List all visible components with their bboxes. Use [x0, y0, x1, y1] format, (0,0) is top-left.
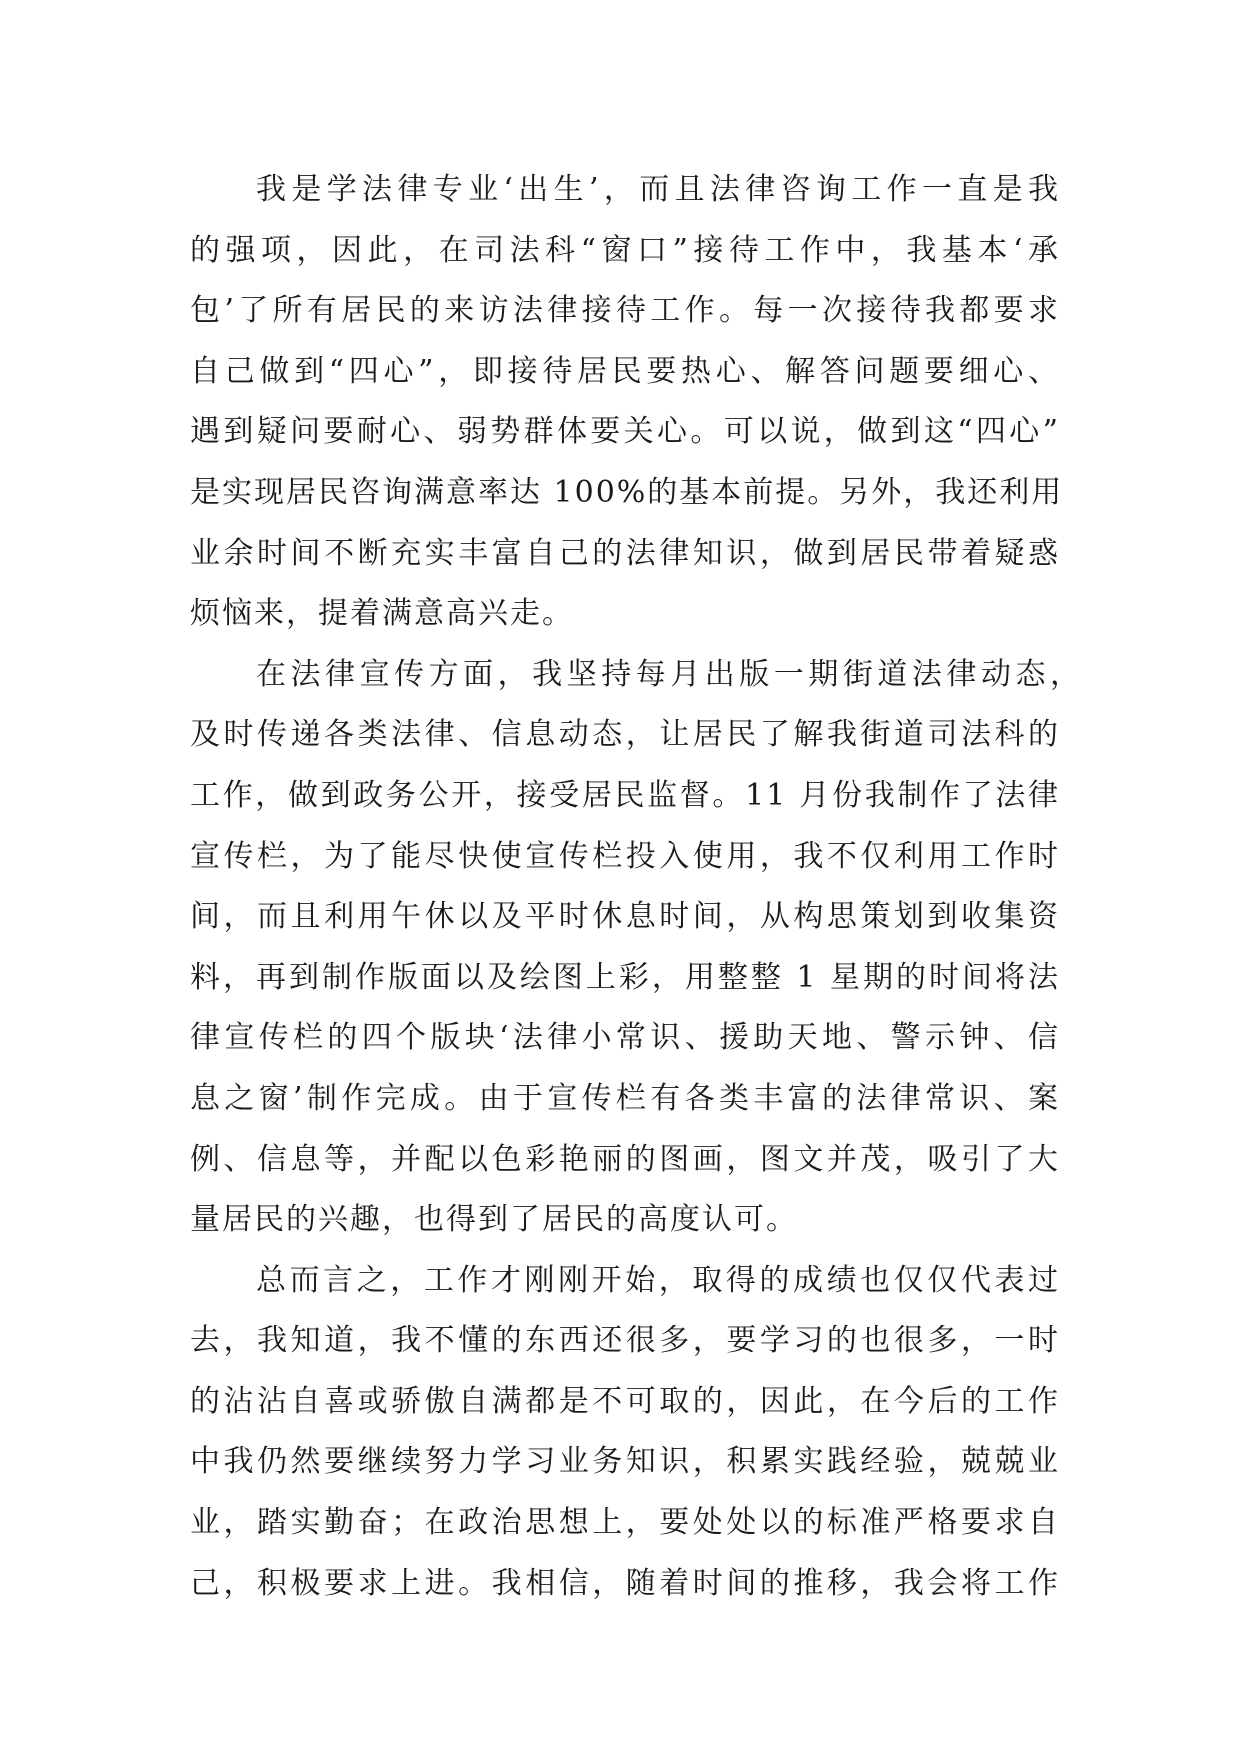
- paragraph-3-line-5: 业，踏实勤奋；在政治思想上，要处处以的标准严格要求自: [190, 1505, 1060, 1541]
- paragraph-1-line-6: 是实现居民咨询满意率达 100%的基本前提。另外，我还利用: [190, 474, 1064, 510]
- paragraph-3-line-4: 中我仍然要继续努力学习业务知识，积累实践经验，兢兢业: [190, 1444, 1060, 1480]
- paragraph-2-line-4: 宣传栏，为了能尽快使宣传栏投入使用，我不仅利用工作时: [190, 838, 1060, 874]
- paragraph-2-line-1: 在法律宣传方面，我坚持每月出版一期街道法律动态，: [256, 656, 1082, 692]
- paragraph-1-line-3: 包’了所有居民的来访法律接待工作。每一次接待我都要求: [190, 293, 1060, 329]
- paragraph-1-line-2: 的强项，因此，在司法科“窗口”接待工作中，我基本‘承: [190, 232, 1060, 268]
- paragraph-2-line-7: 律宣传栏的四个版块‘法律小常识、援助天地、警示钟、信: [190, 1020, 1060, 1056]
- paragraph-2-line-3: 工作，做到政务公开，接受居民监督。11 月份我制作了法律: [190, 777, 1060, 813]
- paragraph-2-line-5: 间，而且利用午休以及平时休息时间，从构思策划到收集资: [190, 899, 1060, 935]
- paragraph-3-line-3: 的沾沾自喜或骄傲自满都是不可取的，因此，在今后的工作: [190, 1383, 1060, 1419]
- paragraph-1-line-7: 业余时间不断充实丰富自己的法律知识，做到居民带着疑惑: [190, 535, 1060, 571]
- body-text: [190, 160, 1082, 1614]
- paragraph-1-line-5: 遇到疑问要耐心、弱势群体要关心。可以说，做到这“四心”: [190, 414, 1060, 450]
- paragraph-1-line-1: 我是学法律专业‘出生’，而且法律咨询工作一直是我: [256, 172, 1060, 207]
- paragraph-2-line-2: 及时传递各类法律、信息动态，让居民了解我街道司法科的: [190, 717, 1060, 753]
- paragraph-3-line-6: 己，积极要求上进。我相信，随着时间的推移，我会将工作: [190, 1565, 1060, 1601]
- paragraph-1-line-8: 烦恼来，提着满意高兴走。: [190, 596, 574, 632]
- paragraph-2-line-8: 息之窗’制作完成。由于宣传栏有各类丰富的法律常识、案: [190, 1080, 1060, 1116]
- paragraph-2-line-6: 料，再到制作版面以及绘图上彩，用整整 1 星期的时间将法: [190, 959, 1060, 995]
- paragraph-2-line-9: 例、信息等，并配以色彩艳丽的图画，图文并茂，吸引了大: [190, 1141, 1060, 1177]
- paragraph-3-line-1: 总而言之，工作才刚刚开始，取得的成绩也仅仅代表过: [256, 1262, 1060, 1298]
- paragraph-2-line-10: 量居民的兴趣，也得到了居民的高度认可。: [190, 1202, 798, 1238]
- paragraph-1-line-4: 自己做到“四心”，即接待居民要热心、解答问题要细心、: [190, 353, 1060, 389]
- paragraph-3-line-2: 去，我知道，我不懂的东西还很多，要学习的也很多，一时: [190, 1323, 1060, 1359]
